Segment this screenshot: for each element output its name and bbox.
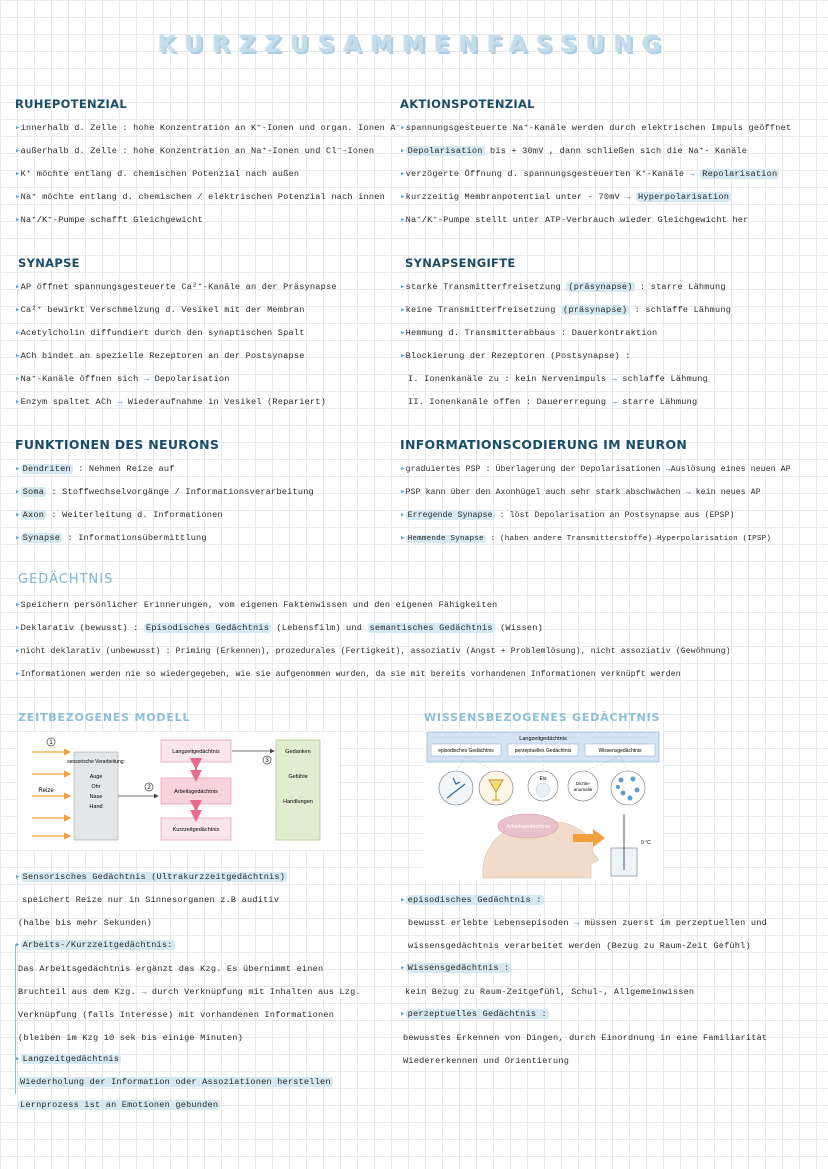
gifte-line: ▸ keine Transmitterfreisetzung (präsynapse) : schlaffe Lähmung — [400, 305, 731, 315]
hyperpolarisation-highlight: Hyperpolarisation — [638, 192, 730, 202]
zeit-diagram-svg — [18, 732, 338, 850]
wissen-diagram-svg — [423, 730, 663, 880]
wissen-line: wissensgedächtnis verarbeitet werden (Bezug zu Raum-Zeit Gefühl) — [408, 941, 751, 951]
info-line: ▸ Hemmende Synapse : (haben andere Transmitterstoffe)→Hyperpolarisation (IPSP) — [400, 533, 771, 543]
step-1: 1 — [49, 740, 53, 746]
aktion-line: ▸ verzögerte Öffnung d. spannungsgesteuerten K⁺-Kanäle → Repolarisation — [400, 169, 779, 179]
heading-synapse: SYNAPSE — [18, 256, 80, 270]
input-arrows — [32, 752, 70, 836]
repolarisation-highlight: Repolarisation — [702, 169, 778, 179]
wissen-line: bewusstes Erkennen von Dingen, durch Einordnung in eine Familiarität — [403, 1033, 768, 1043]
arrow-icon: → — [117, 397, 123, 407]
arrow-icon: → — [141, 987, 147, 997]
lz-panel-label: Langzeitgedächtnis — [519, 736, 567, 742]
arrow-icon: → — [689, 169, 695, 179]
ged-line: ▸ nicht deklarativ (unbewusst) : Priming (Erkennen), prozedurales (Fertigkeit), assoziativ (Angst + Problemlösung), nicht assoziativ (Gewöhnung) — [15, 646, 731, 656]
ruhe-line: ▸ Na⁺ möchte entlang d. chemischen / elektrischen Potenzial nach innen — [15, 192, 385, 202]
synapse-line: ▸ Ca²⁺ bewirkt Verschmelzung d. Vesikel mit der Membran — [15, 305, 305, 315]
gifte-line: ▸ Blockierung der Rezeptoren (Postsynapse) : — [400, 351, 631, 361]
sensor-item: Auge — [89, 774, 103, 780]
ag-label: Arbeitsgedächtnis — [174, 789, 218, 795]
wissen-line: ▸ Wissensgedächtnis : — [400, 963, 511, 973]
wissen-line: bewusst erlebte Lebensepisoden → müssen zuerst im perzeptuellen und — [408, 918, 767, 928]
sensor-item: Nase — [89, 794, 103, 800]
arrow-icon: → — [611, 374, 617, 384]
episodic-label: episodisches Gedächtnis — [438, 748, 494, 754]
arrow-icon: → — [685, 488, 691, 497]
heading-aktionspotenzial: AKTIONSPOTENZIAL — [400, 97, 535, 111]
funk-line: ▸ Synapse : Informationsübermittlung — [15, 533, 207, 543]
heading-wissensbezogenes-gedaechtnis: WISSENSBEZOGENES GEDÄCHTNIS — [424, 711, 661, 724]
ruhe-line: ▸ innerhalb d. Zelle : hohe Konzentration an K⁺-Ionen und organ. Ionen A⁻ — [15, 123, 401, 133]
info-line: ▸ graduiertes PSP : Überlagerung der Depolarisationen →Auslösung eines neuen AP — [400, 464, 791, 474]
gifte-line: I. Ionenkanäle zu : kein Nervenimpuls → schlaffe Lähmung — [408, 374, 709, 384]
kz-label: Kurzzeitgedächtnis — [172, 827, 220, 833]
synapse-line: ▸ Acetylcholin diffundiert durch den synaptischen Spalt — [15, 328, 305, 338]
synapse-line: ▸ ACh bindet an spezielle Rezeptoren an der Postsynapse — [15, 351, 305, 361]
page-title: KURZZUSAMMENFASSUNG — [158, 32, 670, 58]
aktion-line: ▸ kurzzeitig Membranpotential unter - 70mV → Hyperpolarisation — [400, 192, 731, 202]
wissensbezogenes-diagram — [423, 730, 663, 880]
zeit-line: ▸ Langzeitgedächtnis — [15, 1054, 121, 1064]
sensor-item: Hand — [89, 804, 103, 810]
arrow-icon: → — [574, 918, 580, 928]
aktion-line: ▸ Depolarisation bis + 30mV , dann schließen sich die Na⁺- Kanäle — [400, 146, 747, 156]
step-3: 3 — [265, 758, 269, 764]
zeitbezogenes-modell-diagram — [18, 732, 338, 850]
depolarisation-highlight: Depolarisation — [407, 146, 483, 156]
heading-ruhepotenzial: RUHEPOTENZIAL — [15, 97, 127, 111]
funk-line: ▸ Axon : Weiterleitung d. Informationen — [15, 510, 223, 520]
ged-line: ▸ Deklarativ (bewusst) : Episodisches Gedächtnis (Lebensfilm) und semantisches Gedächtnis (Wissen) — [15, 623, 543, 633]
gifte-line: ▸ starke Transmitterfreisetzung (präsynapse) : starre Lähmung — [400, 282, 726, 292]
synapse-line: ▸ Na⁺-Kanäle öffnen sich → Depolarisation — [15, 374, 230, 384]
heading-synapsengifte: SYNAPSENGIFTE — [405, 256, 516, 270]
wissen-line: ▸ perzeptuelles Gedächtnis : — [400, 1009, 549, 1019]
perceptual-label: perzeptuelles Gedächtnis — [514, 748, 572, 754]
heading-funktionen: FUNKTIONEN DES NEURONS — [15, 437, 220, 452]
ged-line: ▸ Informationen werden nie so wiedergegeben, wie sie aufgenommen wurden, da sie mit bereits vorhandenen Informationen verknüpft werden — [15, 669, 681, 679]
ged-line: ▸ Speichern persönlicher Erinnerungen, vom eigenen Faktenwissen und den eigenen Fähigkeiten — [15, 600, 497, 610]
molecules-image-icon — [611, 771, 645, 805]
zeit-line: ▸ Arbeits-/Kurzzeitgedächtnis: — [15, 940, 175, 950]
arrow-icon: → — [652, 535, 658, 543]
zeit-line: speichert Reize nur in Sinnesorganen z.B auditiv — [22, 895, 280, 905]
funk-line: ▸ Dendriten : Nehmen Reize auf — [15, 464, 175, 474]
wissen-line: kein Bezug zu Raum-Zeitgefühl, Schul-, Allgemeinwissen — [405, 987, 695, 997]
synapse-line: ▸ AP öffnet spannungsgesteuerte Ca²⁺-Kanäle an der Präsynapse — [15, 282, 337, 292]
aktion-line: ▸ Na⁺/K⁺-Pumpe stellt unter ATP-Verbrauch wieder Gleichgewicht her — [400, 215, 749, 225]
temp-label: 0 °C — [641, 840, 651, 846]
info-line: ▸ PSP kann über den Axonhügel auch sehr stark abschwächen → kein neues AP — [400, 487, 761, 497]
step-2: 2 — [147, 785, 151, 791]
ruhe-line: ▸ K⁺ möchte entlang d. chemischen Potenzial nach außen — [15, 169, 299, 179]
gifte-line: II. Ionenkanäle offen : Dauererregung → starre Lähmung — [408, 397, 698, 407]
arrow-icon: → — [665, 465, 671, 474]
arrow-icon: → — [625, 192, 631, 202]
heading-gedaechtnis: GEDÄCHTNIS — [18, 572, 114, 587]
knowledge-label: Wissensgedächtnis — [598, 748, 642, 754]
heading-informationscodierung: INFORMATIONSCODIERUNG IM NEURON — [400, 437, 688, 452]
synapse-line: ▸ Enzym spaltet ACh → Wiederaufnahme in Vesikel (Repariert) — [15, 397, 326, 407]
wissen-line: Wiedererkennen und Orientierung — [403, 1056, 570, 1066]
zeit-line: (halbe bis mehr Sekunden) — [18, 918, 152, 928]
arrow-icon: → — [143, 374, 150, 384]
density-image-icon — [568, 771, 598, 801]
heading-zeitbezogenes-modell: ZEITBEZOGENES MODELL — [18, 711, 191, 724]
output-box — [276, 740, 320, 840]
zeit-line: (bleiben im Kzg 10 sek bis einige Minuten) — [18, 1033, 243, 1043]
eis-label: Eis — [539, 776, 547, 782]
zeit-line: Wiederholung der Information oder Assoziationen herstellen — [20, 1077, 331, 1087]
bracket-line — [15, 944, 17, 1094]
ski-image-icon — [439, 771, 473, 805]
gifte-line: ▸ Hemmung d. Transmitterabbaus : Dauerkontraktion — [400, 328, 657, 338]
info-line: ▸ Erregende Synapse : löst Depolarisation an Postsynapse aus (EPSP) — [400, 510, 735, 520]
output-item: Gefühle — [288, 774, 308, 780]
wissen-line: ▸ episodisches Gedächtnis : — [400, 895, 544, 905]
zeit-line: Verknüpfung (falls Interesse) mit vorhandenen Informationen — [18, 1010, 335, 1020]
dichte-label: Dichte-anomalie — [573, 781, 593, 792]
ag-oval-label: Arbeitsgedächtnis — [506, 824, 550, 830]
sensor-title: sensorische Verarbeitung: — [67, 759, 125, 765]
ruhe-line: ▸ Na⁺/K⁺-Pumpe schafft Gleichgewicht — [15, 215, 203, 225]
aktion-line: ▸ spannungsgesteuerte Na⁺-Kanäle werden durch elektrischen Impuls geöffnet — [400, 123, 791, 133]
ruhe-line: ▸ außerhalb d. Zelle : hohe Konzentration an Na⁺-Ionen und Cl⁻-Ionen — [15, 146, 374, 156]
zeit-line: Bruchteil aus dem Kzg. → durch Verknüpfung mit Inhalten aus Lzg. — [18, 987, 361, 997]
output-item: Handlungen — [283, 799, 313, 805]
reize-label: Reize — [38, 788, 54, 794]
output-item: Gedanken — [285, 749, 311, 755]
zeit-line: Das Arbeitsgedächtnis ergänzt das Kzg. Es übernimmt einen — [18, 964, 324, 974]
arrow-icon: → — [611, 397, 617, 407]
zeit-line: ▸ Sensorisches Gedächtnis (Ultrakurzzeitgedächtnis) — [15, 872, 287, 882]
sensor-item: Ohr — [91, 784, 101, 790]
zeit-line: Lernprozess ist an Emotionen gebunden — [20, 1100, 219, 1110]
funk-line: ▸ Soma : Stoffwechselvorgänge / Informationsverarbeitung — [15, 487, 314, 497]
lz-label: Langzeitgedächtnis — [172, 749, 220, 755]
